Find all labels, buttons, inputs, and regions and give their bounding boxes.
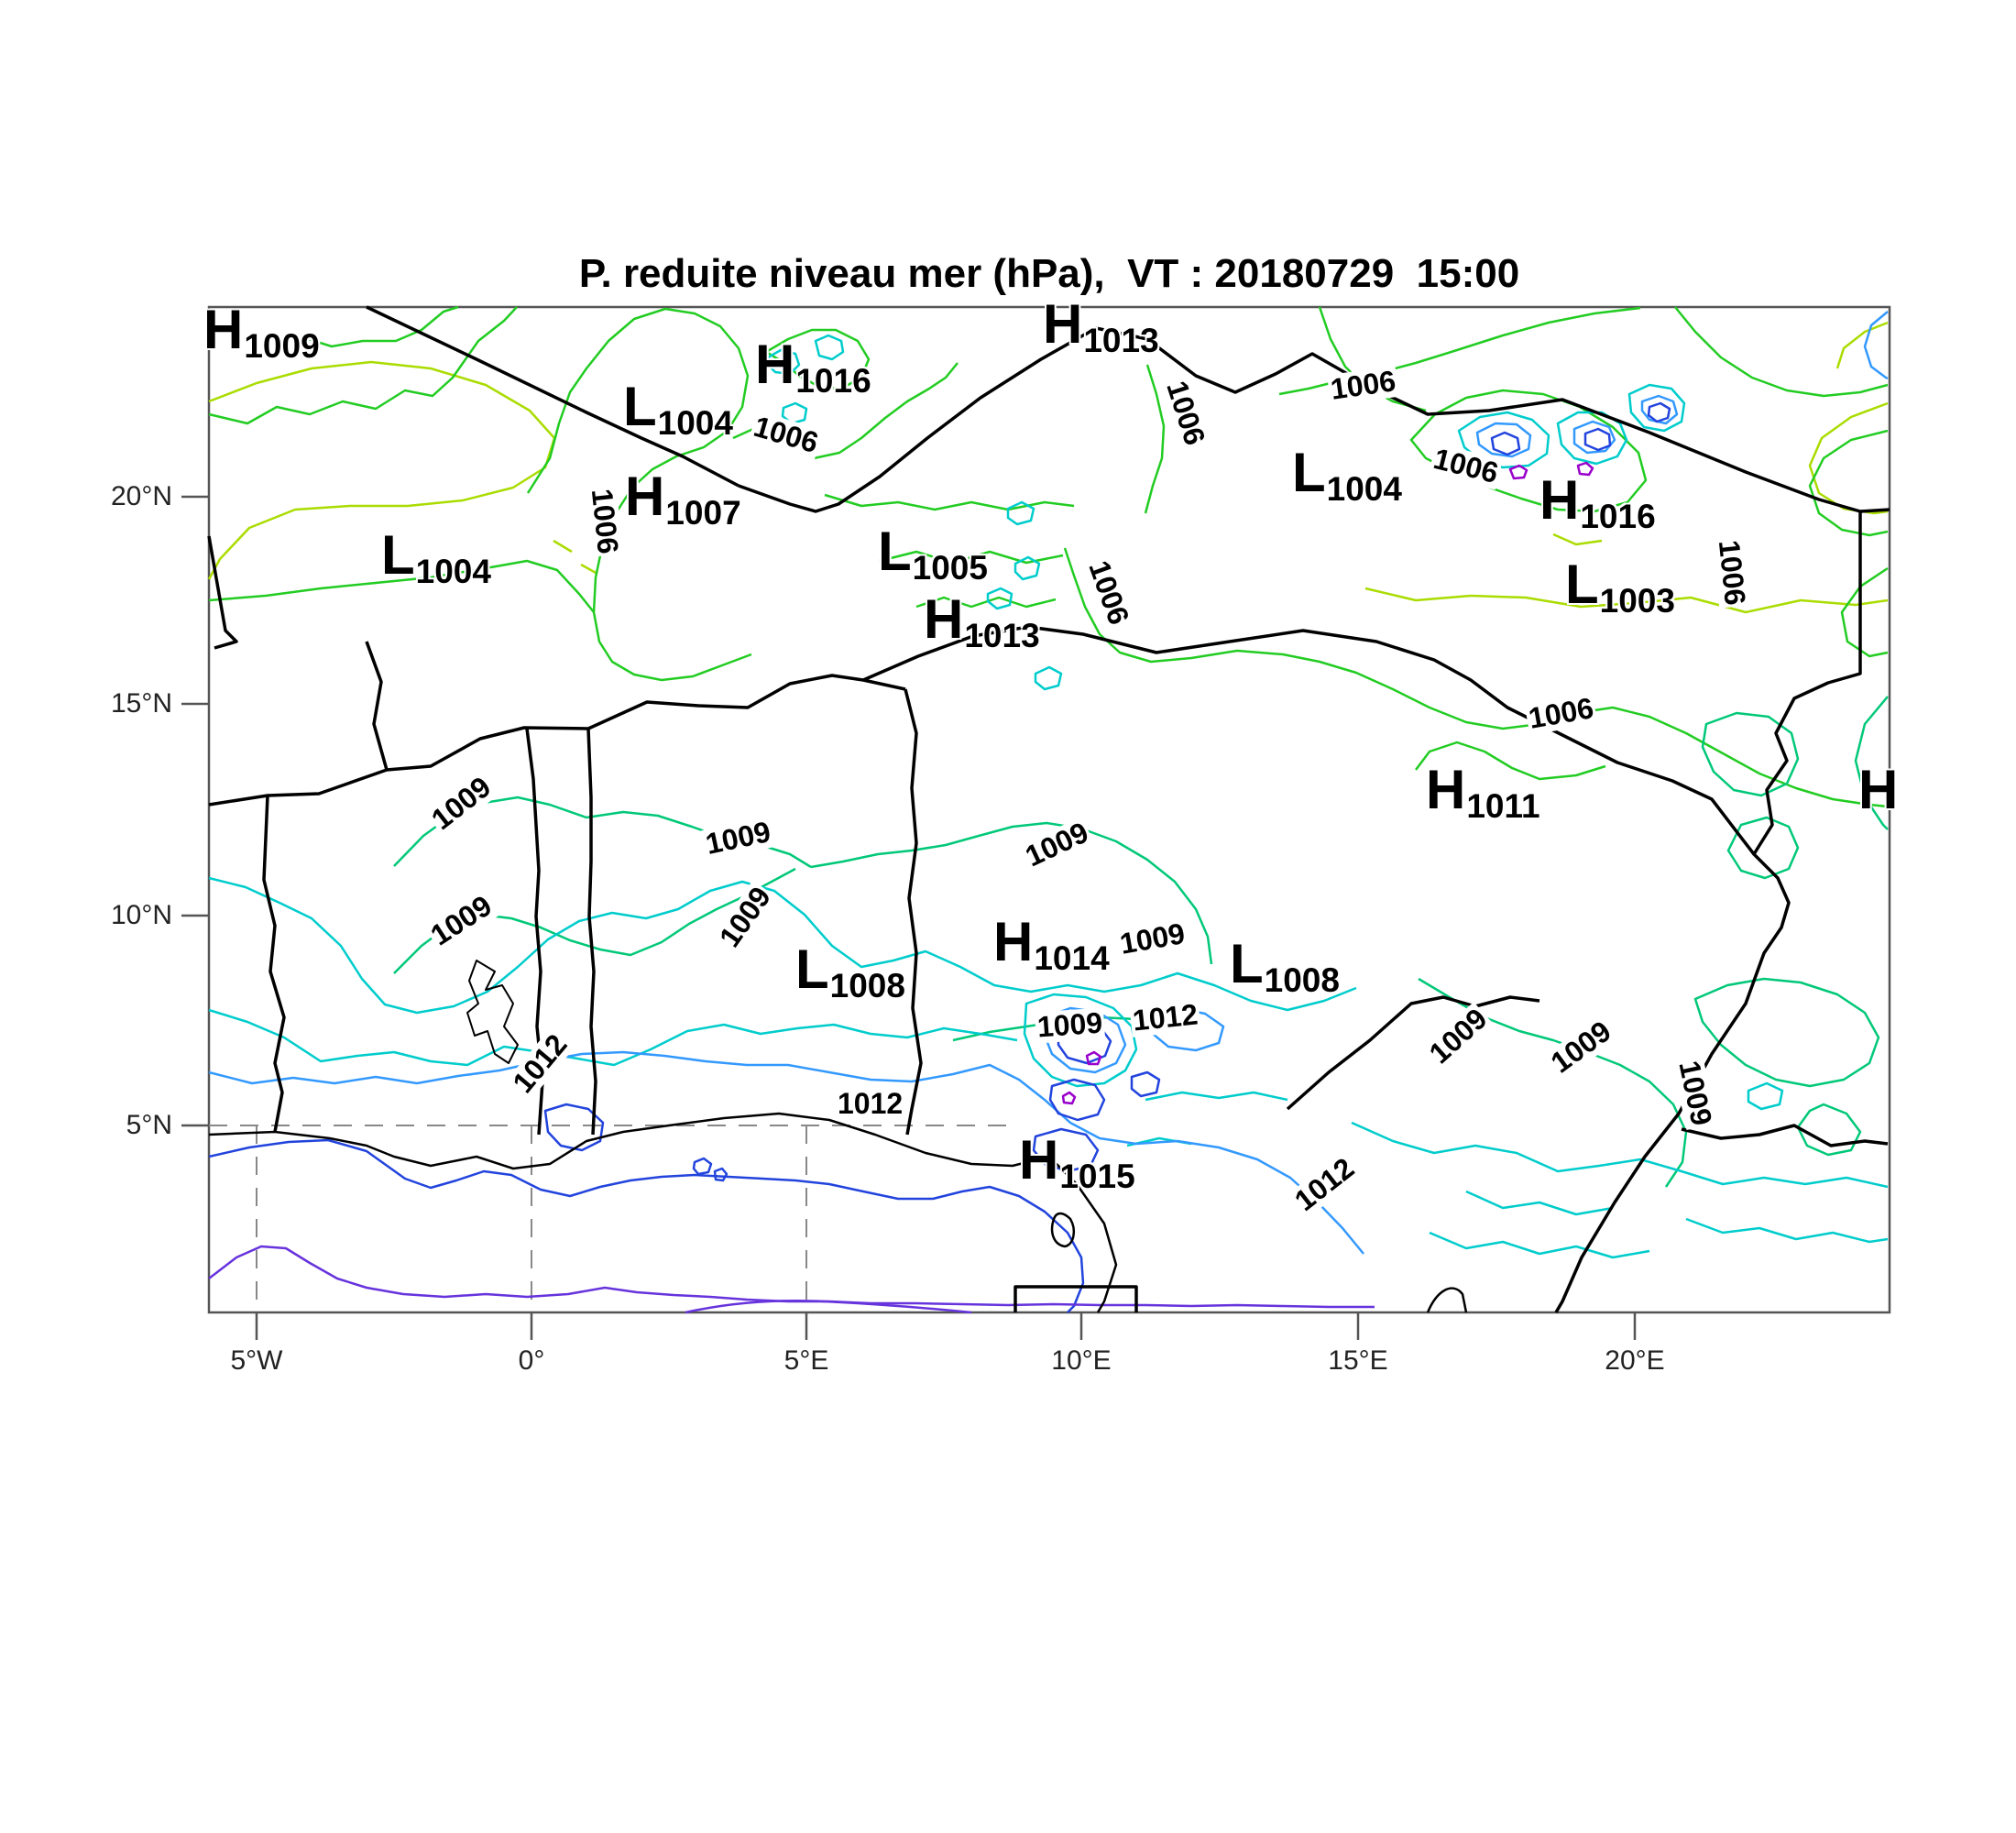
- contour-label-1006: 1006: [1160, 377, 1212, 449]
- contour-label-1006: 1006: [1082, 555, 1136, 630]
- pressure-center-h1015: H1015: [1019, 1129, 1135, 1195]
- contour-label-1009: 1009: [1422, 1002, 1494, 1070]
- pressure-center-h-edge: H: [1858, 759, 1899, 820]
- contour-label-1009: 1009: [1544, 1014, 1617, 1080]
- contour-label-1006: 1006: [750, 409, 822, 460]
- pressure-center-h1016-b: H1016: [1539, 469, 1656, 535]
- x-tick-20e: 20°E: [1605, 1345, 1665, 1376]
- contour-label-1009: 1009: [1672, 1058, 1719, 1129]
- x-tick-15e: 15°E: [1328, 1345, 1388, 1376]
- contour-label-1009: 1009: [1035, 1005, 1104, 1044]
- pressure-center-h1009: H1009: [203, 299, 320, 365]
- contour-label-1006: 1006: [1712, 538, 1753, 607]
- x-tick-5w: 5°W: [230, 1345, 283, 1376]
- pressure-center-l1004-c: L1004: [1292, 442, 1402, 508]
- contour-label-1009: 1009: [1117, 916, 1188, 960]
- contour-label-1012: 1012: [506, 1027, 574, 1100]
- pressure-center-h1013-a: H1013: [1043, 293, 1159, 359]
- pressure-center-h1013-b: H1013: [924, 588, 1040, 654]
- contour-label-1012: 1012: [1287, 1151, 1361, 1218]
- x-tick-0: 0°: [518, 1345, 545, 1376]
- pressure-center-l1003: L1003: [1565, 554, 1675, 620]
- contour-label-1012: 1012: [1131, 997, 1200, 1037]
- contour-label-1006: 1006: [1430, 441, 1502, 490]
- pressure-center-h1014: H1014: [993, 911, 1110, 977]
- pressure-center-l1008-a: L1008: [795, 938, 905, 1004]
- contour-label-1009: 1009: [424, 888, 498, 952]
- coastline: [209, 1114, 1466, 1312]
- y-tick-15n: 15°N: [110, 688, 172, 719]
- contour-label-1009: 1009: [424, 770, 498, 837]
- y-tick-20n: 20°N: [110, 481, 172, 511]
- page-title: P. reduite niveau mer (hPa), VT : 20180729 15:00: [578, 251, 1520, 296]
- pressure-center-l1004-a: L1004: [623, 376, 733, 442]
- contour-label-1009: 1009: [1020, 815, 1094, 873]
- pressure-center-l1005: L1005: [878, 521, 988, 587]
- contour-label-1006: 1006: [1526, 691, 1596, 735]
- y-tick-5n: 5°N: [126, 1110, 172, 1140]
- pressure-center-h1007: H1007: [625, 466, 741, 532]
- x-tick-5e: 5°E: [783, 1345, 829, 1376]
- pressure-center-l1004-b: L1004: [381, 524, 491, 590]
- contour-label-1012: 1012: [838, 1087, 904, 1120]
- contour-label-1009: 1009: [712, 880, 778, 953]
- pressure-center-h1011: H1011: [1426, 759, 1540, 825]
- pressure-center-h1016-a: H1016: [755, 334, 871, 400]
- x-tick-10e: 10°E: [1051, 1345, 1112, 1376]
- gridlines-dashed: [209, 1125, 1013, 1312]
- contour-label-1009: 1009: [702, 815, 773, 862]
- contour-label-1006: 1006: [1328, 364, 1398, 406]
- contour-label-1006: 1006: [585, 487, 626, 555]
- contour-group-violet: [209, 1246, 1375, 1312]
- pressure-center-l1008-b: L1008: [1230, 933, 1340, 999]
- y-tick-10n: 10°N: [110, 900, 172, 930]
